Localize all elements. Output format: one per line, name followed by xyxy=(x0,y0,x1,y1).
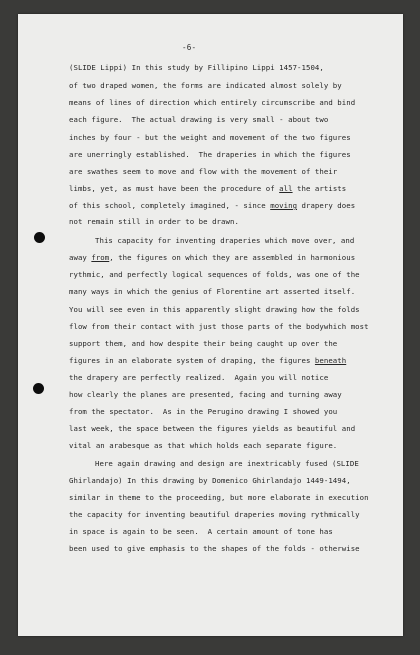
text-line: of this school, completely imagined, - since moving drapery does xyxy=(69,201,356,210)
punch-hole-bottom xyxy=(33,383,44,394)
text-line: of two draped women, the forms are indicated almost solely by xyxy=(69,81,342,90)
text-line: You will see even in this apparently slight drawing how the folds xyxy=(69,305,360,314)
page-number: -6- xyxy=(182,43,197,52)
text-line: Here again drawing and design are inextricably fused (SLIDE xyxy=(95,459,359,468)
text-line: been used to give emphasis to the shapes of the folds - otherwise xyxy=(69,544,360,553)
text-line: limbs, yet, as must have been the procedure of all the artists xyxy=(69,184,347,193)
text-line: from the spectator. As in the Perugino drawing I showed you xyxy=(69,407,338,416)
text-line: the drapery are perfectly realized. Again you will notice xyxy=(69,373,329,382)
punch-hole-top xyxy=(34,232,45,243)
underlined-word: moving xyxy=(270,201,298,210)
text-line: the capacity for inventing beautiful draperies moving rythmically xyxy=(69,510,360,519)
text-line: how clearly the planes are presented, facing and turning away xyxy=(69,390,342,399)
text-line: last week, the space between the figures yields as beautiful and xyxy=(69,424,356,433)
underlined-word: all xyxy=(279,184,293,193)
underlined-word: from xyxy=(91,253,110,262)
text-line: means of lines of direction which entirely circumscribe and bind xyxy=(69,98,356,107)
text-line: are unerringly established. The draperies in which the figures xyxy=(69,150,351,159)
text-line: similar in theme to the proceeding, but more elaborate in execution xyxy=(69,493,369,502)
text-line: in space is again to be seen. A certain amount of tone has xyxy=(69,527,333,536)
text-line: flow from their contact with just those parts of the bodywhich most xyxy=(69,322,369,331)
text-line: support them, and how despite their being caught up over the xyxy=(69,339,338,348)
text-line: inches by four - but the weight and movement of the two figures xyxy=(69,133,351,142)
underlined-word: beneath xyxy=(314,356,347,365)
text-line: each figure. The actual drawing is very small - about two xyxy=(69,115,329,124)
text-line: away from, the figures on which they are assembled in harmonious xyxy=(69,253,356,262)
text-line: Ghirlandajo) In this drawing by Domenico Ghirlandajo 1449-1494, xyxy=(69,476,351,485)
text-line: This capacity for inventing draperies which move over, and xyxy=(95,236,355,245)
text-line: are swathes seem to move and flow with the movement of their xyxy=(69,167,338,176)
text-line: rythmic, and perfectly logical sequences of folds, was one of the xyxy=(69,270,360,279)
text-line: many ways in which the genius of Florentine art asserted itself. xyxy=(69,287,356,296)
text-line: (SLIDE Lippi) In this study by Fillipino Lippi 1457-1504, xyxy=(69,63,324,72)
text-line: vital an arabesque as that which holds each separate figure. xyxy=(69,441,338,450)
text-line: not remain still in order to be drawn. xyxy=(69,217,239,226)
text-line: figures in an elaborate system of draping, the figures beneath xyxy=(69,356,347,365)
